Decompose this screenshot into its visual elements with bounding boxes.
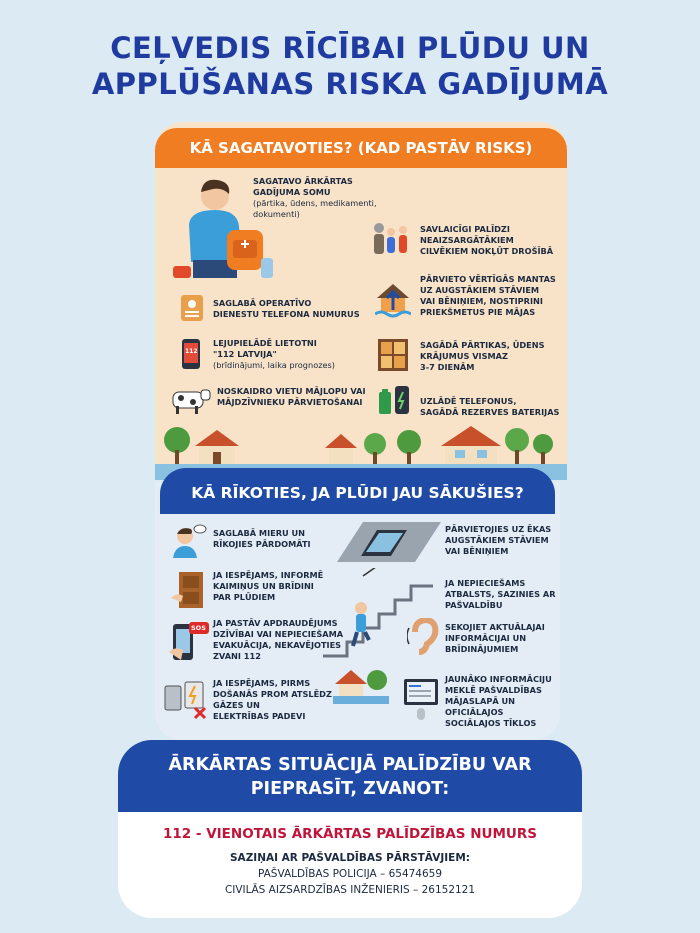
- battery-phone-icon: [377, 384, 411, 418]
- door-knock-icon: [169, 570, 207, 610]
- title-line-2: APPLŪŠANAS RISKA GADĪJUMĀ: [91, 67, 609, 101]
- contacts-book-icon: [179, 294, 205, 322]
- act-item-stay-calm: SAGLABĀ MIERU UN RĪKOJIES PĀRDOMĀTI: [213, 528, 311, 549]
- utility-shutoff-icon: [163, 678, 211, 720]
- act-item-contact-municipality: JA NEPIECIEŠAMS ATBALSTS, SAZINIES AR PAŠVALDĪBU: [445, 578, 556, 610]
- prep-item-livestock: NOSKAIDRO VIETU MĀJLOPU VAI MĀJDZĪVNIEKU PĀRVIETOŠANAI: [217, 386, 366, 407]
- act-item-move-upstairs: PĀRVIETOJIES UZ ĒKAS AUGSTĀKIEM STĀVIEM VAI BĒNIŅIEM: [445, 524, 552, 556]
- emergency-112-line: 112 - VIENOTAIS ĀRKĀRTAS PALĪDZĪBAS NUMURS: [163, 826, 537, 842]
- act-item-shut-off-utilities: JA IESPĒJAMS, PIRMS DOŠANĀS PROM ATSLĒDZ GĀZES UN ELEKTRĪBAS PADEVI: [213, 678, 332, 721]
- act-item-official-sources: JAUNĀKO INFORMĀCIJU MEKLĒ PAŠVALDĪBAS MĀJASLAPĀ UN OFICIĀLAJOS SOCIĀLAJOS TĪKLOS: [445, 674, 552, 728]
- contact-civil-protection: CIVILĀS AIZSARDZĪBAS INŽENIERIS – 26152121: [224, 884, 476, 896]
- monitor-icon: [403, 678, 439, 722]
- attic-window-icon: [333, 520, 445, 566]
- prepare-heading: KĀ SAGATAVOTIES? (KAD PASTĀV RISKS): [155, 128, 567, 168]
- contacts-title: SAZIŅAI AR PAŠVALDĪBAS PĀRSTĀVJIEM:: [230, 852, 470, 864]
- flooded-house-icon: [333, 666, 389, 704]
- cow-icon: [167, 384, 211, 416]
- prep-item-move-valuables: PĀRVIETO VĒRTĪGĀS MANTAS UZ AUGSTĀKIEM STĀVIEM VAI BĒNIŅIEM, NOSTIPRINI PRIEKŠMETUS PIE MĀJAS: [420, 274, 556, 317]
- prep-item-food-water: SAGĀDĀ PĀRTIKAS, ŪDENS KRĀJUMUS VISMAZ 3-7 DIENĀM: [420, 340, 545, 372]
- help-contacts-card: [118, 740, 582, 918]
- contact-police: PAŠVALDĪBAS POLICIJA – 65474659: [257, 868, 443, 880]
- prep-item-charge-phones: UZLĀDĒ TELEFONUS, SAGĀDĀ REZERVES BATERIJAS: [420, 396, 560, 417]
- sos-badge: SOS: [191, 624, 206, 632]
- prepare-section: [155, 122, 567, 480]
- app-112-badge: 112: [185, 348, 198, 355]
- action-section: [155, 482, 560, 740]
- page-title: [0, 30, 700, 102]
- people-helping-icon: [371, 220, 411, 260]
- prep-item-emergency-bag: SAGATAVO ĀRKĀRTAS GADĪJUMA SOMU (pārtika, ūdens, medikamenti, dokumenti): [253, 176, 377, 219]
- title-line-1: CEĻVEDIS RĪCĪBAI PLŪDU UN: [110, 31, 590, 65]
- house-up-icon: [375, 280, 411, 318]
- act-item-call-112: JA PASTĀV APDRAUDĒJUMS DZĪVĪBAI VAI NEPIECIEŠAMA EVAKUĀCIJA, NEKAVĒJOTIES ZVANI 112: [213, 618, 344, 661]
- act-item-inform-neighbours: JA IESPĒJAMS, INFORMĒ KAIMIŅUS UN BRĪDINI PAR PLŪDIEM: [213, 570, 324, 602]
- prep-item-help-vulnerable: SAVLAICĪGI PALĪDZI NEAIZSARGĀTĀKIEM CILVĒKIEM NOKĻŪT DROŠĪBĀ: [420, 224, 554, 256]
- help-heading: ĀRKĀRTAS SITUĀCIJĀ PALĪDZĪBU VAR PIEPRASĪT, ZVANOT:: [118, 740, 582, 812]
- pantry-icon: [377, 338, 409, 372]
- prep-item-app: LEJUPIELĀDĒ LIETOTNI "112 LATVIJA" (brīdinājumi, laika prognozes): [213, 338, 335, 370]
- act-item-follow-updates: SEKOJIET AKTUĀLAJAI INFORMĀCIJAI UN BRĪDINĀJUMIEM: [445, 622, 545, 654]
- action-heading: KĀ RĪKOTIES, JA PLŪDI JAU SĀKUŠIES?: [160, 468, 555, 514]
- calm-person-icon: [169, 524, 207, 558]
- ear-icon: [407, 618, 439, 656]
- prep-item-phone-numbers: SAGLABĀ OPERATĪVO DIENESTU TELEFONA NUMURUS: [213, 298, 360, 319]
